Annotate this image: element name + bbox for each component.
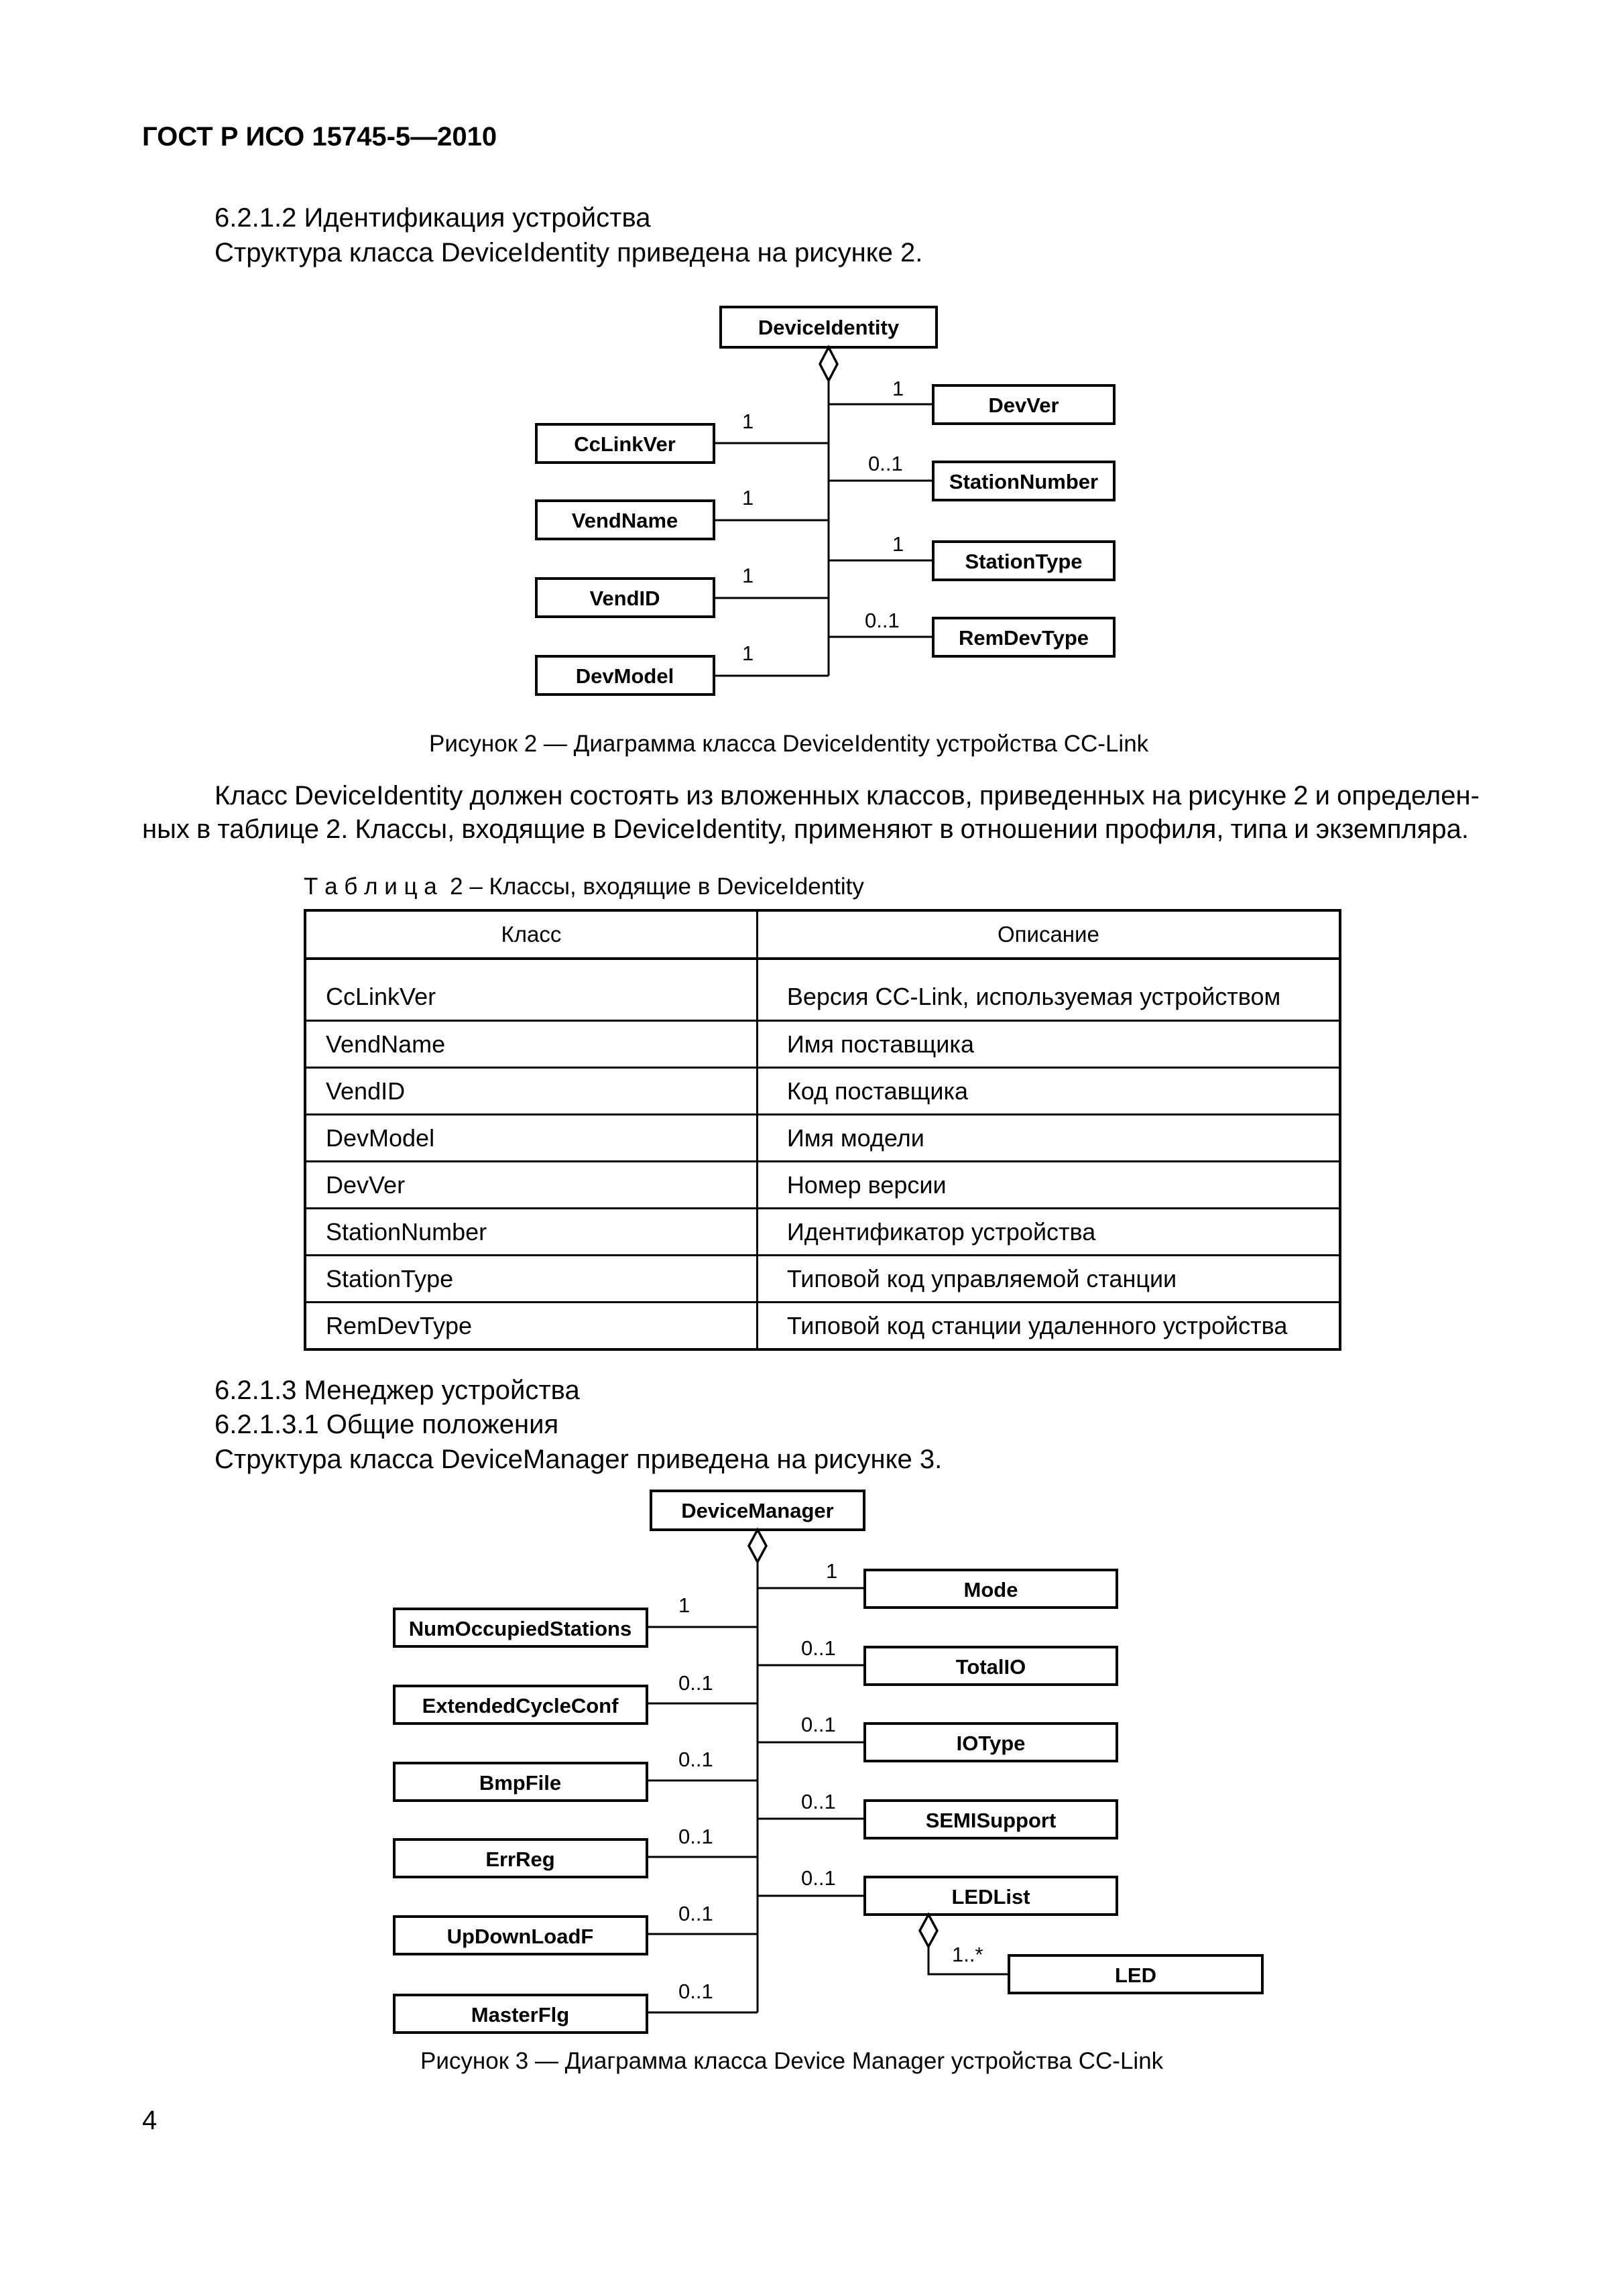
document-header: ГОСТ Р ИСО 15745-5—2010 — [142, 122, 497, 152]
cell-class: StationNumber — [305, 1209, 757, 1256]
cell-description: Имя модели — [757, 1115, 1340, 1162]
cell-class: DevVer — [305, 1162, 757, 1209]
svg-text:LED: LED — [1115, 1963, 1156, 1987]
svg-text:LEDList: LEDList — [951, 1885, 1030, 1909]
section-intro-6212: Структура класса DeviceIdentity приведена на рисунке 2. — [215, 238, 923, 267]
table-row — [305, 1068, 1340, 1115]
class-box-bmpfile — [394, 1763, 647, 1801]
table-header-row — [305, 910, 1340, 959]
cell-class: VendName — [305, 1021, 757, 1068]
class-box-vendid — [536, 579, 714, 617]
svg-text:RemDevType: RemDevType — [958, 626, 1089, 650]
svg-text:UpDownLoadF: UpDownLoadF — [446, 1925, 594, 1948]
svg-text:MasterFlg: MasterFlg — [471, 2003, 570, 2027]
class-box-mode — [865, 1570, 1117, 1608]
multiplicity-label: 0..1 — [678, 1825, 713, 1848]
class-box-devmodel — [536, 656, 714, 694]
table-row — [305, 1303, 1340, 1350]
multiplicity-label: 1 — [742, 486, 754, 509]
figure-3-caption: Рисунок 3 — Диаграмма класса Device Manager устройства CC-Link — [420, 2048, 1164, 2074]
class-box-devicemanager — [651, 1491, 864, 1530]
column-header-description: Описание — [757, 910, 1340, 959]
svg-text:TotalIO: TotalIO — [955, 1655, 1026, 1679]
page-number: 4 — [142, 2106, 158, 2135]
section-intro-6213: Структура класса DeviceManager приведена на рисунке 3. — [215, 1445, 943, 1474]
cell-class: RemDevType — [305, 1303, 757, 1350]
multiplicity-label: 1 — [742, 410, 754, 433]
table-row — [305, 1021, 1340, 1068]
cell-description: Версия CC-Link, используемая устройством — [786, 983, 1281, 1010]
table-row — [305, 1162, 1340, 1209]
multiplicity-label: 0..1 — [678, 1980, 713, 2003]
multiplicity-label: 0..1 — [801, 1866, 836, 1890]
table-2-caption: Т а б л и ц а 2 – Классы, входящие в DeviceIdentity — [304, 873, 864, 900]
class-box-numoccupiedstations — [394, 1609, 647, 1646]
paragraph-line-2: ных в таблице 2. Классы, входящие в DeviceIdentity, применяют в отношении профиля, типа и экземпляра. — [142, 814, 1469, 844]
class-box-masterflg — [394, 1995, 647, 2033]
class-box-devver — [933, 385, 1114, 424]
cell-description: Код поставщика — [757, 1068, 1340, 1115]
cell-class: StationType — [305, 1256, 757, 1303]
svg-text:BmpFile: BmpFile — [479, 1771, 562, 1795]
class-box-ledlist — [865, 1877, 1117, 1915]
multiplicity-label: 1 — [826, 1559, 838, 1583]
multiplicity-label: 0..1 — [678, 1902, 713, 1925]
class-box-totalio — [865, 1647, 1117, 1685]
multiplicity-label: 0..1 — [868, 452, 903, 475]
section-title-62131: 6.2.1.3.1 Общие положения — [215, 1410, 559, 1439]
section-title-6212: 6.2.1.2 Идентификация устройства — [215, 203, 651, 233]
table-row — [305, 1115, 1340, 1162]
class-box-extendedcycleconf — [394, 1686, 647, 1724]
multiplicity-label: 0..1 — [801, 1713, 836, 1736]
column-header-class: Класс — [305, 910, 757, 959]
multiplicity-label: 1 — [892, 377, 904, 400]
figure-2-diagram — [0, 295, 1623, 697]
class-box-semisupport — [865, 1801, 1117, 1838]
svg-text:ExtendedCycleConf: ExtendedCycleConf — [422, 1694, 619, 1717]
class-box-updownloadf — [394, 1917, 647, 1954]
svg-text:DeviceManager: DeviceManager — [681, 1499, 834, 1522]
cell-description: Номер версии — [757, 1162, 1340, 1209]
svg-text:DevVer: DevVer — [988, 394, 1059, 417]
multiplicity-label: 0..1 — [801, 1790, 836, 1813]
svg-text:VendID: VendID — [589, 587, 660, 610]
cell-description: Типовой код управляемой станции — [757, 1256, 1340, 1303]
svg-text:SEMISupport: SEMISupport — [925, 1809, 1057, 1832]
multiplicity-label: 0..1 — [678, 1748, 713, 1771]
multiplicity-label: 0..1 — [678, 1671, 713, 1695]
class-box-led — [1009, 1955, 1262, 1993]
multiplicity-label: 1 — [742, 642, 754, 665]
svg-text:Mode: Mode — [963, 1578, 1018, 1602]
class-box-deviceidentity — [721, 307, 937, 347]
svg-text:CcLinkVer: CcLinkVer — [574, 432, 676, 456]
class-box-stationnumber — [933, 462, 1114, 500]
multiplicity-label: 1 — [742, 564, 754, 587]
cell-description: Идентификатор устройства — [757, 1209, 1340, 1256]
multiplicity-label: 1 — [678, 1593, 690, 1617]
table-row — [305, 1209, 1340, 1256]
cell-class: CcLinkVer — [305, 959, 757, 1021]
paragraph-line-1: Класс DeviceIdentity должен состоять из вложенных классов, приведенных на рисунке 2 и определен- — [215, 781, 1480, 810]
cell-class: VendID — [305, 1068, 757, 1115]
aggregation-diamond-icon — [749, 1530, 766, 1562]
svg-text:VendName: VendName — [571, 509, 678, 532]
section-title-6213: 6.2.1.3 Менеджер устройства — [215, 1376, 580, 1405]
multiplicity-label: 0..1 — [801, 1636, 836, 1660]
svg-text:StationType: StationType — [965, 550, 1083, 573]
aggregation-diamond-icon — [920, 1915, 937, 1947]
figure-3-diagram — [0, 1475, 1623, 2045]
class-box-ccclinkver — [536, 424, 714, 463]
svg-text:NumOccupiedStations: NumOccupiedStations — [408, 1617, 632, 1640]
svg-text:StationNumber: StationNumber — [949, 470, 1099, 493]
class-box-remdevtype — [933, 618, 1114, 656]
multiplicity-label: 1 — [892, 532, 904, 556]
cell-class: DevModel — [305, 1115, 757, 1162]
svg-text:DevModel: DevModel — [575, 664, 674, 688]
multiplicity-label: 1..* — [952, 1943, 983, 1966]
class-box-errreg — [394, 1839, 647, 1877]
cell-description: Имя поставщика — [757, 1021, 1340, 1068]
svg-text:IOType: IOType — [956, 1732, 1026, 1755]
figure-2-caption: Рисунок 2 — Диаграмма класса DeviceIdentity устройства CC-Link — [429, 731, 1149, 757]
cell-description: Типовой код станции удаленного устройства — [757, 1303, 1340, 1350]
class-name: DeviceIdentity — [758, 316, 900, 339]
table-row — [305, 959, 1340, 1021]
class-box-iotype — [865, 1724, 1117, 1761]
aggregation-diamond-icon — [820, 347, 837, 381]
multiplicity-label: 0..1 — [865, 609, 900, 632]
table-2 — [304, 909, 1341, 1351]
class-box-stationtype — [933, 542, 1114, 580]
svg-text:ErrReg: ErrReg — [485, 1848, 555, 1871]
class-box-vendname — [536, 501, 714, 539]
table-row — [305, 1256, 1340, 1303]
